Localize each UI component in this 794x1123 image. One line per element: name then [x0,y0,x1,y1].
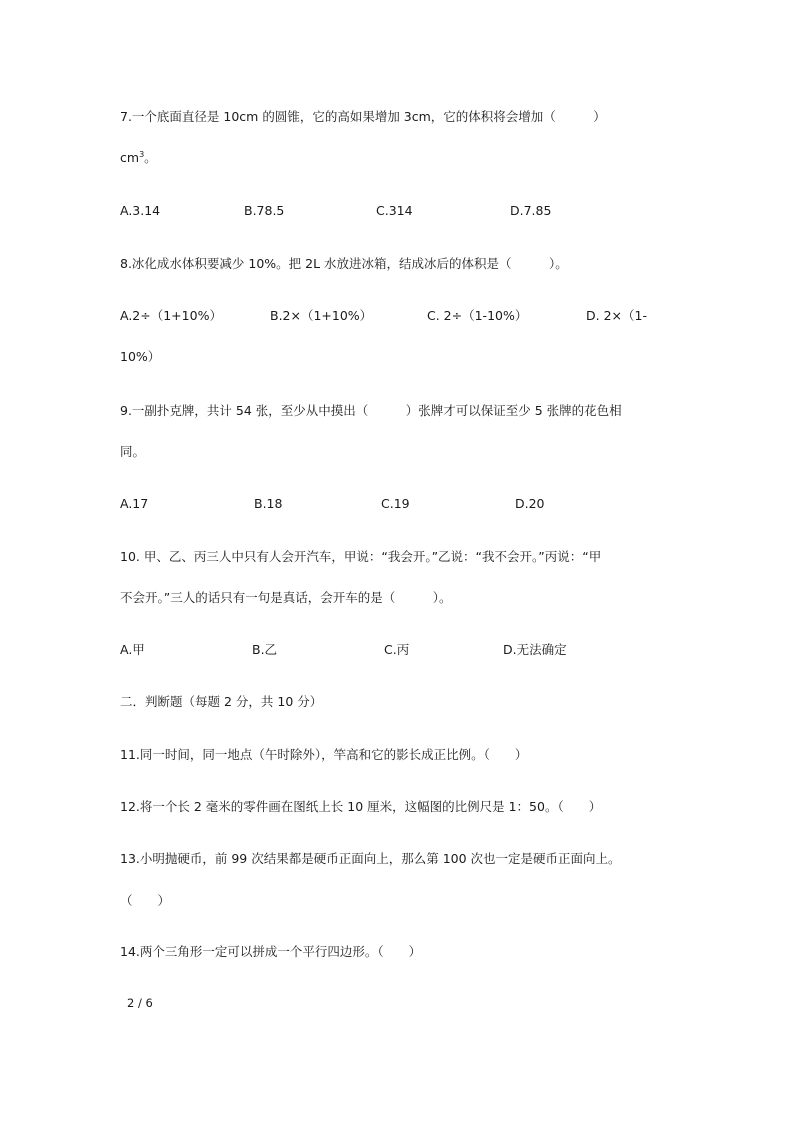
q9-line1: 9.一副扑克牌，共计 54 张，至少从中摸出（ ）张牌才可以保证至少 5 张牌的花色相 [120,403,622,418]
q7-unit-exponent: 3 [139,149,145,159]
q13-line1: 13.小明抛硬币，前 99 次结果都是硬币正面向上，那么第 100 次也一定是硬币正面向上。 [120,851,621,866]
q10-line1: 10. 甲、乙、丙三人中只有人会开汽车，甲说：“我会开。”乙说：“我不会开。”丙说：“甲 [120,549,602,564]
q8-option-c: C. 2÷（1-10%） [427,308,528,323]
q8-option-d-continued: 10%） [120,349,161,364]
q10-option-b: B.乙 [252,642,278,657]
section2-heading: 二．判断题（每题 2 分，共 10 分） [120,694,323,709]
q9-option-c: C.19 [381,496,410,511]
q10-option-d: D.无法确定 [503,642,567,657]
q9-option-b: B.18 [254,496,283,511]
q11: 11.同一时间，同一地点（午时除外），竿高和它的影长成正比例。（ ） [120,747,528,762]
q8-option-b: B.2×（1+10%） [270,308,373,323]
q7-option-c: C.314 [376,203,413,218]
q13-line2: （ ） [120,893,171,908]
q10-option-a: A.甲 [120,642,145,657]
q8-line1: 8.冰化成水体积要减少 10%。把 2L 水放进冰箱，结成冰后的体积是（ ）。 [120,256,568,271]
q8-option-a: A.2÷（1+10%） [120,308,222,323]
q7-option-b: B.78.5 [244,203,285,218]
q7-option-a: A.3.14 [120,203,161,218]
q7-line2 [120,150,157,166]
q9-option-a: A.17 [120,496,149,511]
q7-unit: cm [120,150,140,165]
q7-line1: 7.一个底面直径是 10cm 的圆锥，它的高如果增加 3cm，它的体积将会增加（ ） [120,109,606,124]
q7-option-d: D.7.85 [510,203,552,218]
q12: 12.将一个长 2 毫米的零件画在图纸上长 10 厘米，这幅图的比例尺是 1：50。（ ） [120,799,602,814]
page-number: 2 / 6 [127,996,153,1010]
q10-option-c: C.丙 [384,642,410,657]
q9-option-d: D.20 [515,496,545,511]
q14: 14.两个三角形一定可以拼成一个平行四边形。（ ） [120,944,422,959]
q10-line2: 不会开。”三人的话只有一句是真话，会开车的是（ ）。 [120,590,452,605]
q8-option-d: D. 2×（1- [586,308,647,323]
q7-period: 。 [144,150,157,165]
q9-line2: 同。 [120,444,146,459]
